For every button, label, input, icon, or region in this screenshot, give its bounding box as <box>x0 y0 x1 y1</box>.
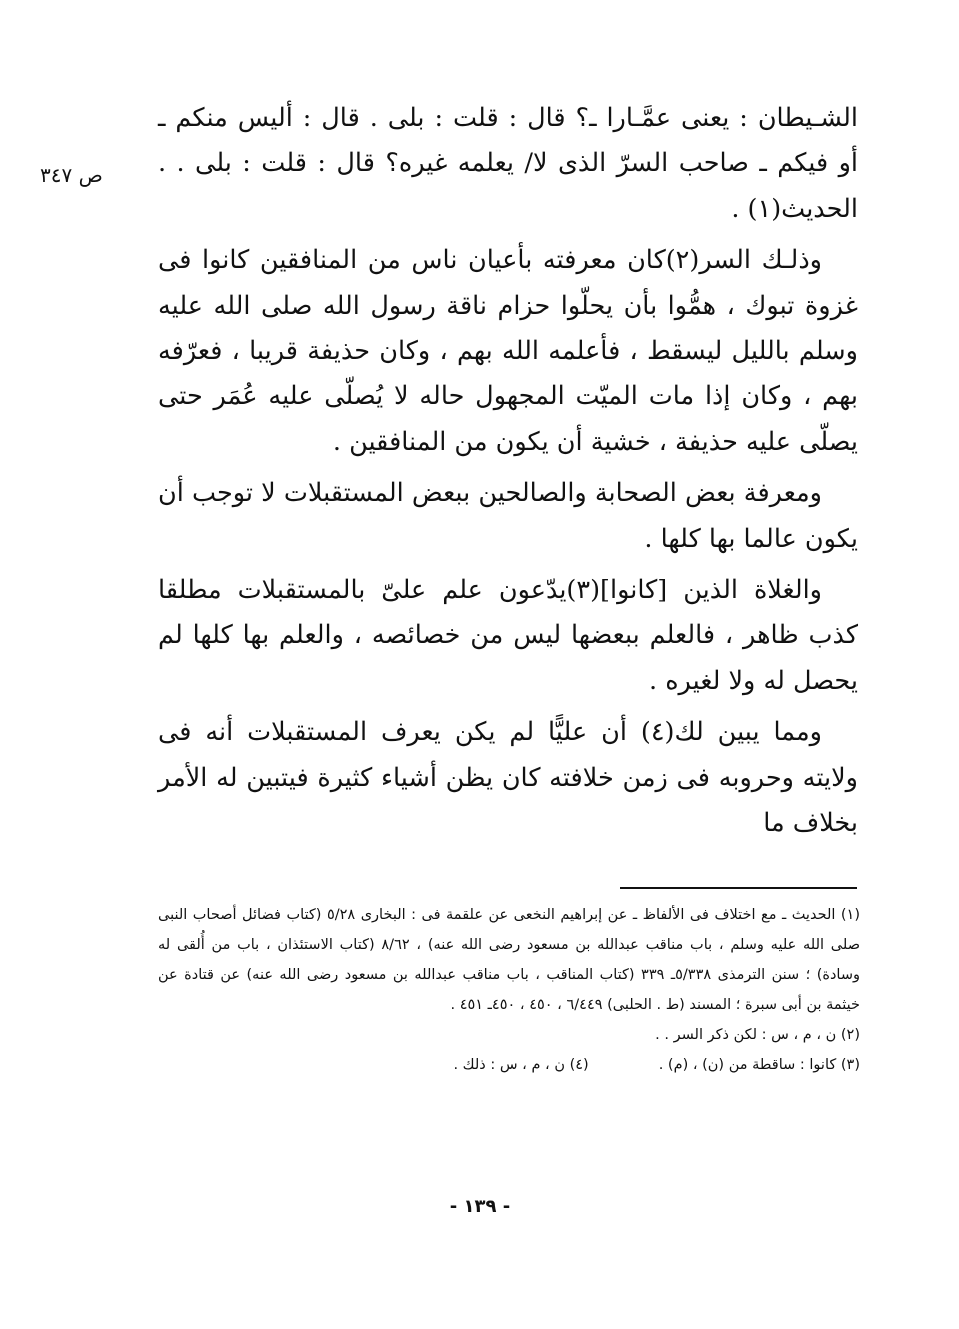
paragraph: ومعرفة بعض الصحابة والصالحين ببعض المستقبلات لا توجب أن يكون عالما بها كلها . <box>158 478 858 554</box>
main-text <box>158 96 858 853</box>
page-number: - ١٣٩ - <box>449 1196 511 1217</box>
footnote-2: (٢) ن ، م ، س : لكن ذكر السر . . <box>655 1027 860 1043</box>
footnote-separator <box>620 887 857 889</box>
paragraph: والغلاة الذين [كانوا](٣)يدّعون علم علىّ بالمستقبلات مطلقا كذب ظاهر ، فالعلم ببعضها ليس من خصائصه ، والعلم بها كلها لم يحصل له ولا لغيره . <box>158 575 858 696</box>
paragraph: ومما يبين لك(٤) أن عليًّا لم يكن يعرف المستقبلات أنه فى ولايته وحروبه فى زمن خلافته كان يظن أشياء كثيرة فيتبين له الأمر بخلاف ما <box>158 717 858 839</box>
footnote-row <box>158 1050 860 1080</box>
paragraph: الشـيطان : يعنى عمَّـارا ـ؟ قال : قلت : بلى . قال : أليس منكم ـ أو فيكم ـ صاحب السرّ الذى لا/ يعلمه غيره؟ قال : قلت : بلى . . الحديث(١) . <box>158 103 858 224</box>
footnote-3: (٣) كانوا : ساقطة من (ن) ، (م) . <box>658 1057 860 1073</box>
footnotes <box>158 900 860 1080</box>
footnote-1: (١) الحديث ـ مع اختلاف فى الألفاظ ـ عن إبراهيم النخعى عن علقمة فى : البخارى ٥/٢٨ (كتاب فضائل أصحاب النبى صلى الله عليه وسلم ، باب مناقب عبدالله بن مسعود رضى الله عنه) ، ٨/٦٢ (كتاب الاستئذان ، باب من أُلقى له وسادة) ؛ سنن الترمذى ٥/٣٣٨ـ ٣٣٩ (كتاب المناقب ، باب مناقب عبدالله بن مسعود رضى الله عنه) عن قتادة عن خيثمة بن أبى سبرة ؛ المسند (ط . الحلبى) ٦/٤٤٩ ، ٤٥٠ ، ٤٥٠ـ ٤٥١ . <box>158 907 861 1013</box>
margin-page-reference: ص ٣٤٧ <box>40 163 103 187</box>
footnote-4: (٤) ن ، م ، س : ذلك . <box>453 1057 589 1073</box>
paragraph: وذلـك السر(٢)كان معرفته بأعيان ناس من المنافقين كانوا فى غزوة تبوك ، همُّوا بأن يحلّوا حزام ناقة رسول الله صلى الله عليه وسلم بالليل ليسقط ، فأعلمه الله بهم ، وكان حذيفة قريبا ، فعرّفه بهم ، وكان إذا مات الميّت المجهول حاله لا يُصلّى عليه عُمَر حتى يصلّى عليه حذيفة ، خشية أن يكون من المنافقين . <box>158 245 858 457</box>
